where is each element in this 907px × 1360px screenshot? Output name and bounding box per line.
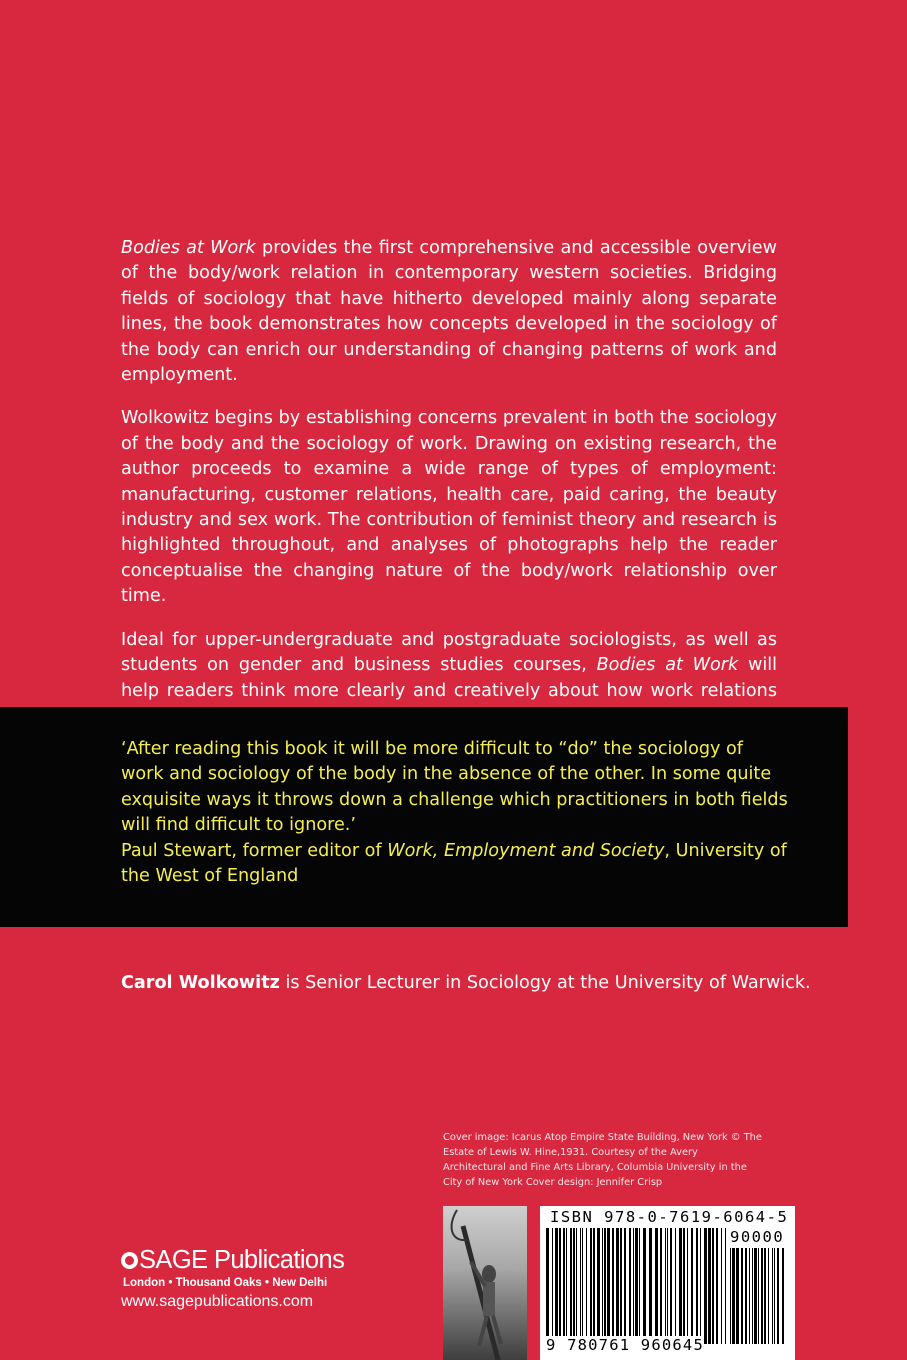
- barcode-bar: [708, 1228, 711, 1344]
- barcode-bar: [633, 1228, 634, 1344]
- barcode-bar: [721, 1228, 722, 1344]
- barcode-bar: [736, 1248, 739, 1344]
- publisher-cities: London • Thousand Oaks • New Delhi: [123, 1277, 328, 1289]
- barcode-bar: [764, 1248, 766, 1344]
- barcode-bar: [593, 1228, 595, 1344]
- barcode-bar: [679, 1228, 682, 1344]
- icarus-photo-icon: [443, 1206, 527, 1360]
- barcode-bar: [704, 1228, 707, 1344]
- blurb-paragraph-2: Wolkowitz begins by establishing concerns prevalent in both the sociology of the body and the sociology of work. Drawing on existing research, the author proceeds to examine a wide range of types of employment: manufacturing, customer relations, health care, paid caring, the beauty industry and sex work. The contribution of feminist theory and research is highlighted throughout, and analyses of photographs help the reader conceptualise the changing nature of the body/work relationship over time.: [121, 408, 777, 607]
- publisher-logo: [121, 1245, 361, 1311]
- barcode-bar: [559, 1228, 561, 1344]
- barcode-bar: [573, 1228, 575, 1344]
- barcode-bar: [616, 1228, 619, 1344]
- barcode-bar: [768, 1248, 769, 1344]
- barcode-bar: [576, 1228, 577, 1344]
- barcode-bar: [597, 1228, 600, 1344]
- barcode-bar: [782, 1248, 784, 1344]
- barcode-bar: [725, 1228, 726, 1344]
- barcode-bar: [716, 1228, 718, 1344]
- blurb-paragraph-1: [121, 236, 777, 388]
- barcode-bar: [696, 1228, 698, 1344]
- barcode-bar: [777, 1248, 779, 1344]
- barcode-bar: [752, 1248, 753, 1344]
- price-code: 90000: [730, 1228, 785, 1246]
- barcode-bar: [635, 1228, 638, 1344]
- sage-swirl-icon: [121, 1252, 138, 1269]
- barcode-bar: [712, 1228, 714, 1344]
- isbn-barcode: [540, 1206, 795, 1360]
- barcode-bar: [675, 1228, 676, 1344]
- barcode-bar: [624, 1228, 626, 1344]
- barcode-bar: [667, 1228, 668, 1344]
- journal-title: Work, Employment and Society: [387, 840, 665, 861]
- quote-attribution: [121, 839, 791, 890]
- blurb-p1-text: provides the first comprehensive and accessible overview of the body/work relation in contemporary western societies. Bridging fields of sociology that have hitherto developed mainly along separate lines, the book demonstrates how concepts developed in the sociology of the body can enrich our understanding of changing patterns of work and employment.: [121, 238, 778, 386]
- barcode-bar: [687, 1228, 688, 1344]
- barcode-bar: [602, 1228, 603, 1344]
- cover-thumbnail-photo: [443, 1206, 527, 1360]
- barcode-bar: [546, 1228, 549, 1344]
- barcode-bar: [749, 1248, 750, 1344]
- barcode-bar: [649, 1228, 652, 1344]
- barcode-bar: [732, 1248, 735, 1344]
- barcode-bar: [761, 1248, 763, 1344]
- author-description: is Senior Lecturer in Sociology at the University of Warwick.: [279, 973, 811, 993]
- barcode-bar: [772, 1248, 773, 1344]
- barcode-bar: [745, 1248, 747, 1344]
- barcode-bar: [604, 1228, 606, 1344]
- publisher-name-row: [121, 1245, 361, 1275]
- ean-digits: 9 780761 960645: [546, 1336, 704, 1354]
- barcode-bar: [612, 1228, 614, 1344]
- barcode-bar: [691, 1228, 693, 1344]
- barcode-bar: [582, 1228, 583, 1344]
- barcode-bar: [754, 1248, 757, 1344]
- barcode-bar: [665, 1228, 666, 1344]
- publisher-url: www.sagepublications.com: [121, 1293, 314, 1310]
- barcode-bar: [683, 1228, 685, 1344]
- barcode-bar: [570, 1228, 572, 1344]
- barcode-bar: [563, 1228, 565, 1344]
- barcode-bar: [700, 1228, 701, 1344]
- barcode-bar: [730, 1248, 731, 1344]
- barcode-bar: [590, 1228, 592, 1344]
- addon-barcode-bars: [730, 1248, 788, 1344]
- barcode-bar: [670, 1228, 672, 1344]
- isbn-number: ISBN 978-0-7619-6064-5: [550, 1208, 789, 1226]
- book-blurb: [121, 236, 777, 747]
- book-title-italic: Bodies at Work: [121, 238, 256, 258]
- quote-text: ‘After reading this book it will be more difficult to “do” the sociology of work and sociology of the body in the absence of the other. In some quite exquisite ways it throws down a challenge which practitioners in both fields will find difficult to ignore.’: [121, 739, 788, 836]
- blurb-p3-start: Ideal for upper-undergraduate and postgraduate sociologists, as well as students on gender and business studies courses,: [121, 629, 777, 676]
- book-title-italic: Bodies at Work: [596, 655, 739, 676]
- author-name: Carol Wolkowitz: [121, 973, 280, 993]
- barcode-bar: [555, 1228, 558, 1344]
- publisher-name: SAGE Publications: [139, 1246, 345, 1274]
- barcode-bar: [639, 1228, 640, 1344]
- barcode-bar: [741, 1248, 743, 1344]
- attribution-start: Paul Stewart, former editor of: [121, 840, 388, 861]
- barcode-bar: [620, 1228, 622, 1344]
- endorsement-quote: [121, 737, 791, 889]
- barcode-bar: [758, 1248, 759, 1344]
- blurb-p3-end: will help readers think more clearly and creatively about how work relations: [121, 655, 778, 701]
- barcode-bar: [552, 1228, 553, 1344]
- barcode-bar: [580, 1228, 581, 1344]
- attribution-end: , University of the West of England: [121, 840, 787, 887]
- barcode-bar: [655, 1228, 658, 1344]
- ean-barcode-bars: [546, 1228, 726, 1344]
- barcode-bar: [643, 1228, 646, 1344]
- barcode-bar: [629, 1228, 631, 1344]
- barcode-bar: [566, 1228, 567, 1344]
- barcode-bar: [607, 1228, 610, 1344]
- barcode-bar: [774, 1248, 775, 1344]
- cover-credits: Cover image: Icarus Atop Empire State Building, New York © The Estate of Lewis W. Hine,1931. Courtesy of the Avery Architectural and Fine Arts Library, Columbia University in the City of New York Cover design: Jennifer Crisp: [443, 1132, 762, 1188]
- barcode-bar: [660, 1228, 662, 1344]
- author-bio: [121, 971, 821, 996]
- barcode-bar: [586, 1228, 587, 1344]
